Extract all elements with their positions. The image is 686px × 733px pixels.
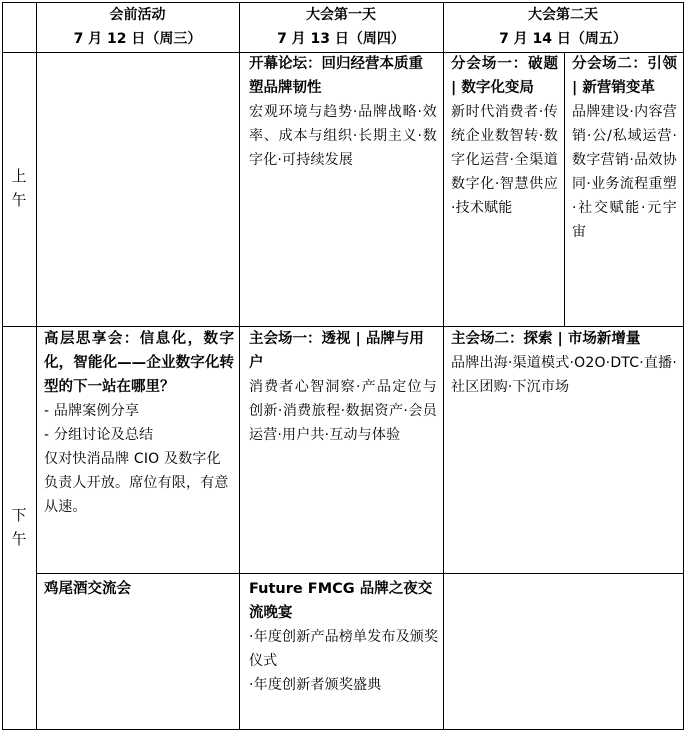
session-topics: 宏观环境与趋势·品牌战略·效率、成本与组织·长期主义·数字化·可持续发展 bbox=[249, 104, 437, 168]
session-topics: 品牌建设·内容营销·公/私域运营·数字营销·品效协同·业务流程重塑·社交赋能·元宇宙 bbox=[572, 104, 677, 240]
grid-line bbox=[2, 2, 3, 730]
session-title: 分会场二：引领 | 新营销变革 bbox=[572, 56, 677, 96]
pm-day1-session bbox=[249, 327, 437, 447]
agenda-item: ·年度创新产品榜单发布及颁奖仪式 bbox=[249, 629, 439, 669]
grid-line bbox=[443, 2, 444, 730]
grid-line bbox=[564, 52, 565, 327]
agenda-item: - 分组讨论及总结 bbox=[44, 427, 154, 443]
header-day1 bbox=[239, 3, 443, 51]
pm-pre-session bbox=[44, 327, 234, 519]
header-day1-date: 7 月 13 日（周四） bbox=[277, 31, 405, 47]
session-title: 主会场二：探索 | 市场新增量 bbox=[451, 331, 641, 347]
header-day1-title: 大会第一天 bbox=[306, 7, 376, 23]
header-day2 bbox=[443, 3, 683, 51]
session-title: 主会场一：透视 | 品牌与用户 bbox=[249, 331, 424, 371]
session-title: 高层思享会：信息化，数字化，智能化——企业数字化转型的下一站在哪里？ bbox=[44, 331, 234, 395]
am-day2-branch1 bbox=[451, 52, 558, 220]
header-day2-date: 7 月 14 日（周五） bbox=[499, 31, 627, 47]
evening-pre-session bbox=[44, 577, 234, 601]
evening-day1-session bbox=[249, 577, 439, 697]
grid-line bbox=[36, 573, 684, 574]
grid-line bbox=[2, 729, 684, 730]
agenda-item: - 品牌案例分享 bbox=[44, 403, 140, 419]
period-am: 上 午 bbox=[11, 167, 27, 209]
period-pm: 下 午 bbox=[11, 506, 27, 548]
grid-line bbox=[36, 2, 37, 730]
header-pre-title: 会前活动 bbox=[109, 7, 166, 23]
am-day1-session bbox=[249, 52, 437, 172]
session-title: 鸡尾酒交流会 bbox=[44, 581, 131, 597]
session-title: 开幕论坛：回归经营本质重塑品牌韧性 bbox=[249, 56, 423, 96]
agenda-item: ·年度创新者颁奖盛典 bbox=[249, 677, 382, 693]
session-topics: 新时代消费者·传统企业数智转·数字化运营·全渠道数字化·智慧供应·技术赋能 bbox=[451, 104, 558, 216]
header-pre-date: 7 月 12 日（周三） bbox=[73, 31, 202, 47]
session-title: Future FMCG 品牌之夜交流晚宴 bbox=[249, 581, 433, 621]
session-title: 分会场一：破题 | 数字化变局 bbox=[451, 56, 558, 96]
header-day2-title: 大会第二天 bbox=[528, 7, 598, 23]
grid-line bbox=[683, 2, 684, 730]
session-topics: 消费者心智洞察·产品定位与创新·消费旅程·数据资产·会员运营·用户共·互动与体验 bbox=[249, 379, 437, 443]
am-day2-branch2 bbox=[572, 52, 677, 244]
header-pre bbox=[36, 3, 239, 51]
session-note: 仅对快消品牌 CIO 及数字化负责人开放。席位有限，有意从速。 bbox=[44, 451, 229, 515]
grid-line bbox=[239, 2, 240, 730]
pm-day2-session bbox=[451, 327, 677, 399]
session-topics: 品牌出海·渠道模式·O2O·DTC·直播·社区团购·下沉市场 bbox=[451, 355, 677, 395]
